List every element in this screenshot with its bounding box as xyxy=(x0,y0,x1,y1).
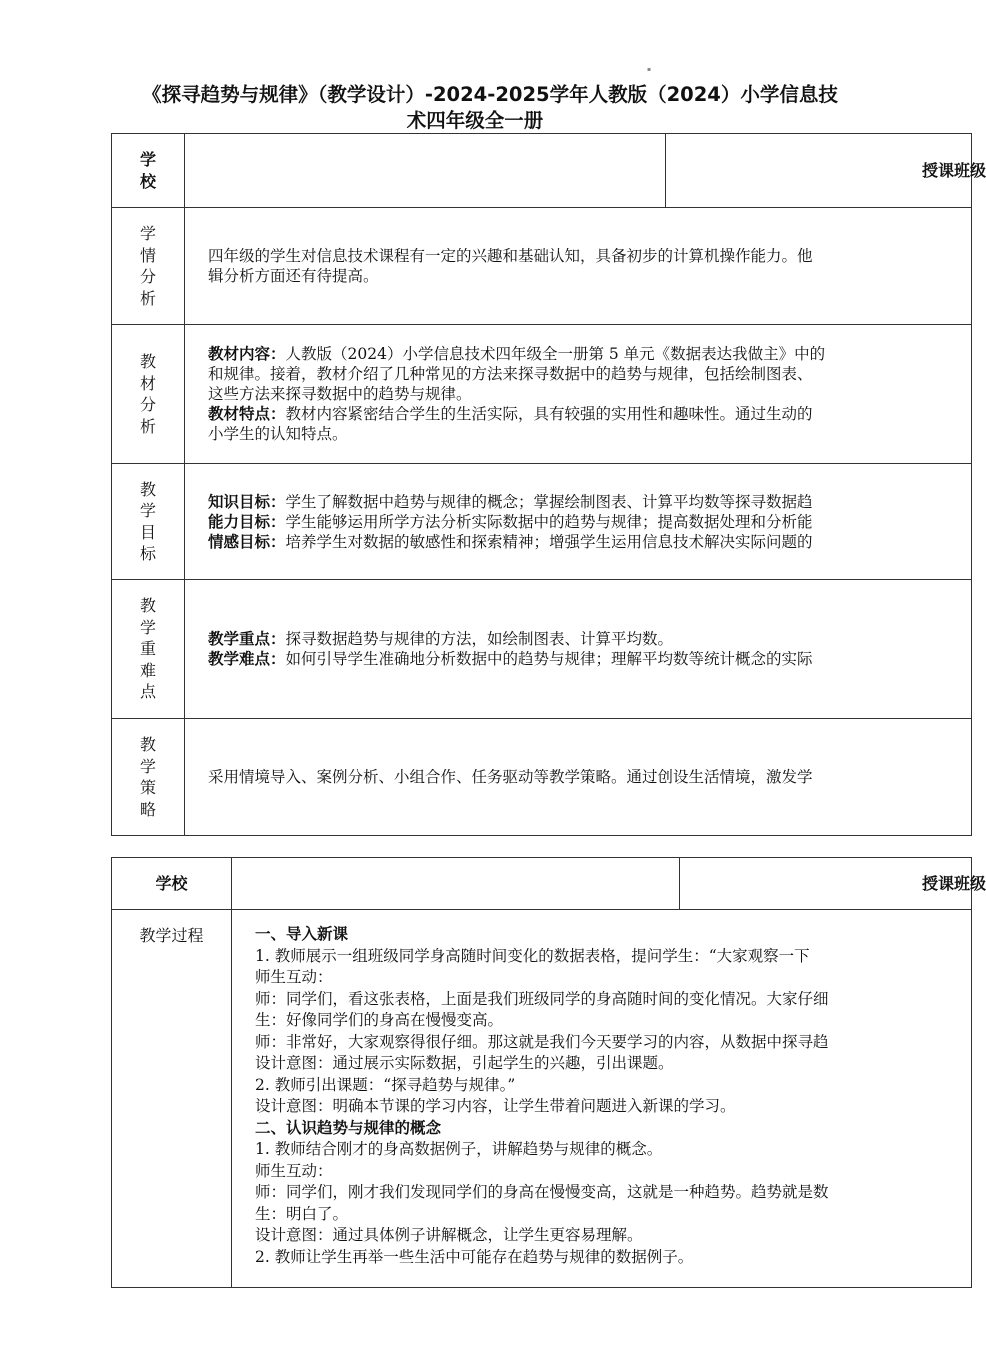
goal-text: 学生能够运用所学方法分析实际数据中的趋势与规律；提高数据处理和分析能 xyxy=(285,512,813,531)
key-points-content xyxy=(185,580,972,719)
text-line xyxy=(208,649,971,669)
row-teaching-process xyxy=(112,910,972,1288)
point-key: 教学重点： xyxy=(208,630,286,648)
material-analysis-content xyxy=(185,325,972,464)
text-line: 设计意图：通过具体例子讲解概念，让学生更容易理解。 xyxy=(255,1226,643,1244)
document-title-line2: 术四年级全一册 xyxy=(406,109,544,132)
text-line: 四年级的学生对信息技术课程有一定的兴趣和基础认知，具备初步的计算机操作能力。他 xyxy=(208,247,813,265)
school-value-cell xyxy=(232,858,680,910)
goal-key: 能力目标： xyxy=(208,512,286,531)
text-line xyxy=(208,512,971,532)
text-line: 设计意图：通过展示实际数据，引起学生的兴趣，引出课题。 xyxy=(255,1054,674,1072)
text-line: 这些方法来探寻数据中的趋势与规律。 xyxy=(208,385,472,403)
school-label-cell xyxy=(112,858,232,910)
goal-text: 培养学生对数据的敏感性和探索精神；增强学生运用信息技术解决实际问题的 xyxy=(285,532,813,551)
section-heading: 二、认识趋势与规律的概念 xyxy=(255,1118,442,1137)
row-label-cell xyxy=(112,580,185,719)
goal-key: 知识目标： xyxy=(208,492,286,511)
school-label: 学校 xyxy=(155,873,188,893)
top-mark: ▪ xyxy=(647,66,652,73)
goal-text: 学生了解数据中趋势与规律的概念；掌握绘制图表、计算平均数等探寻数据趋 xyxy=(285,492,813,511)
point-key: 教学难点： xyxy=(208,650,286,668)
row-label-cell xyxy=(112,325,185,464)
teaching-process-table xyxy=(111,857,986,1288)
text-line: 2. 教师让学生再举一些生活中可能存在趋势与规律的数据例子。 xyxy=(255,1247,694,1266)
text-line: 小学生的认知特点。 xyxy=(208,425,348,443)
text-line xyxy=(208,492,971,512)
lesson-info-table xyxy=(111,133,986,836)
teaching-strategy-content xyxy=(185,719,972,836)
process-label: 教学过程 xyxy=(112,910,232,1288)
row-label: 教材分析 xyxy=(139,352,156,436)
material-content-key: 教材内容： xyxy=(208,345,286,363)
text-line: 师：非常好，大家观察得很仔细。那这就是我们今天要学习的内容，从数据中探寻趋 xyxy=(255,1032,829,1051)
row-student-analysis xyxy=(112,208,972,325)
section-heading: 一、导入新课 xyxy=(255,925,349,943)
row-key-difficult-points xyxy=(112,580,972,719)
point-text: 如何引导学生准确地分析数据中的趋势与规律；理解平均数等统计概念的实际 xyxy=(285,650,813,668)
text-line: 设计意图：明确本节课的学习内容，让学生带着问题进入新课的学习。 xyxy=(255,1097,736,1115)
class-label: 授课班级 xyxy=(921,873,986,893)
text-line: 生：明白了。 xyxy=(255,1204,349,1223)
document-title-line1: 《探寻趋势与规律》（教学设计）-2024-2025学年人教版（2024）小学信息技 xyxy=(142,83,838,106)
school-row xyxy=(112,134,972,208)
text-line: 1. 教师结合刚才的身高数据例子，讲解趋势与规律的概念。 xyxy=(255,1140,663,1158)
point-text: 探寻数据趋势与规律的方法，如绘制图表、计算平均数。 xyxy=(285,630,674,648)
row-label: 教学重难点 xyxy=(139,596,156,702)
text-span: 教材内容紧密结合学生的生活实际，具有较强的实用性和趣味性。通过生动的 xyxy=(285,405,813,423)
school-row xyxy=(112,858,972,910)
school-label-cell xyxy=(112,134,185,208)
class-cell xyxy=(680,858,986,910)
text-line: 师生互动： xyxy=(255,968,333,986)
row-label: 教学策略 xyxy=(139,735,156,819)
text-line: 师：同学们，看这张表格，上面是我们班级同学的身高随时间的变化情况。大家仔细 xyxy=(255,989,829,1008)
school-label: 学校 xyxy=(139,150,156,191)
text-line xyxy=(208,532,971,552)
text-line: 生：好像同学们的身高在慢慢变高。 xyxy=(255,1011,504,1029)
text-line: 1. 教师展示一组班级同学身高随时间变化的数据表格，提问学生：“大家观察一下 xyxy=(255,946,810,965)
text-span: 人教版（2024）小学信息技术四年级全一册第 5 单元《数据表达我做主》中的 xyxy=(285,345,826,363)
text-line xyxy=(208,404,971,424)
text-line: 和规律。接着，教材介绍了几种常见的方法来探寻数据中的趋势与规律，包括绘制图表、 xyxy=(208,365,813,383)
material-feature-key: 教材特点： xyxy=(208,405,286,423)
text-line: 师：同学们，刚才我们发现同学们的身高在慢慢变高，这就是一种趋势。趋势就是数 xyxy=(255,1183,829,1201)
text-line: 辑分析方面还有待提高。 xyxy=(208,267,379,285)
teaching-goals-content xyxy=(185,464,972,580)
process-content xyxy=(232,910,972,1288)
goal-key: 情感目标： xyxy=(208,532,286,551)
row-teaching-strategy xyxy=(112,719,972,836)
class-cell xyxy=(666,134,986,208)
text-line: 2. 教师引出课题：“探寻趋势与规律。” xyxy=(255,1075,516,1094)
school-value-cell xyxy=(185,134,666,208)
class-label: 授课班级 xyxy=(921,160,986,180)
text-line xyxy=(208,629,971,649)
row-label-cell xyxy=(112,719,185,836)
row-material-analysis xyxy=(112,325,972,464)
row-teaching-goals xyxy=(112,464,972,580)
row-label: 学情分析 xyxy=(139,224,156,308)
student-analysis-content xyxy=(185,208,972,325)
text-line: 师生互动： xyxy=(255,1161,333,1180)
text-line: 采用情境导入、案例分析、小组合作、任务驱动等教学策略。通过创设生活情境，激发学 xyxy=(208,768,813,786)
row-label-cell xyxy=(112,464,185,580)
row-label: 教学目标 xyxy=(139,479,156,563)
text-line xyxy=(208,344,971,364)
row-label-cell xyxy=(112,208,185,325)
